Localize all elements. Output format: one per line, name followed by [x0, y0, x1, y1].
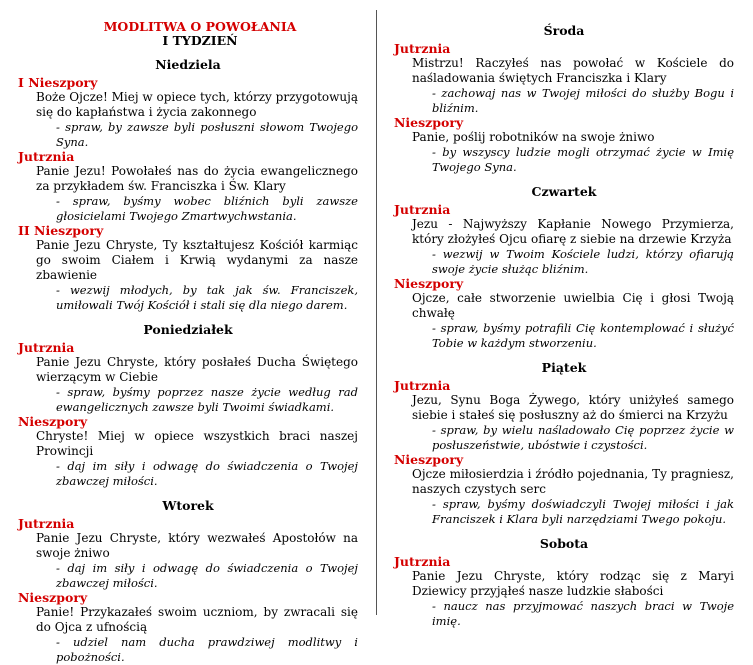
hour-label: Jutrznia [18, 340, 75, 355]
response-text: - udziel nam ducha prawdziwej modlitwy i pobożności. [56, 635, 358, 664]
day-heading-wtorek: Wtorek [162, 498, 214, 513]
document-title: MODLITWA O POWOŁANIA [103, 19, 297, 34]
hour-label: Jutrznia [394, 554, 451, 569]
response-text: - spraw, byśmy poprzez nasze życie według rad ewangelicznych zawsze byli Twoimi świadkami. [56, 385, 358, 414]
hour-label: Nieszpory [394, 452, 464, 467]
hour-label: Jutrznia [18, 149, 75, 164]
hour-label: Nieszpory [394, 115, 464, 130]
invocation-text: Panie Jezu Chryste, Ty kształtujesz Kościół karmiąc go swoim Ciałem i Krwią wydanymi za nasze zbawienie [36, 238, 358, 282]
invocation-text: Jezu - Najwyższy Kapłanie Nowego Przymierza, który złożyłeś Ojcu ofiarę z siebie na drzewie Krzyża [412, 217, 734, 246]
day-heading-sobota: Sobota [539, 536, 589, 551]
document-subtitle: I TYDZIEŃ [162, 33, 238, 48]
invocation-text: Ojcze miłosierdzia i źródło pojednania, Ty pragniesz, naszych czystych serc [412, 467, 734, 496]
response-text: - spraw, by wielu naśladowało Cię poprzez życie w posłuszeństwie, ubóstwie i czystości. [432, 423, 734, 452]
hour-label: Jutrznia [394, 41, 451, 56]
day-heading-poniedzialek: Poniedziałek [143, 322, 233, 337]
invocation-text: Panie Jezu Chryste, który rodząc się z Maryi Dziewicy przyjąłeś nasze ludzkie słabości [412, 569, 734, 598]
hour-label: Jutrznia [18, 516, 75, 531]
invocation-text: Panie! Przykazałeś swoim uczniom, by zwracali się do Ojca z ufnością [36, 605, 358, 634]
day-heading-piatek: Piątek [541, 360, 587, 375]
column-divider [376, 10, 377, 615]
response-text: - zachowaj nas w Twojej miłości do służby Bogu i bliźnim. [432, 86, 734, 115]
invocation-text: Ojcze, całe stworzenie uwielbia Cię i głosi Twoją chwałę [412, 291, 734, 320]
response-text: - spraw, byśmy doświadczyli Twojej miłości i jak Franciszek i Klara byli narzędziami Twego pokoju. [432, 497, 734, 526]
day-heading-sroda: Środa [543, 23, 585, 38]
day-heading-czwartek: Czwartek [531, 184, 597, 199]
response-text: - wezwij w Twoim Kościele ludzi, którzy ofiarują swoje życie służąc bliźnim. [432, 247, 734, 276]
left-column [18, 0, 358, 665]
hour-label: II Nieszpory [18, 223, 104, 238]
right-column [394, 0, 734, 629]
hour-label: Nieszpory [18, 590, 88, 605]
response-text: - spraw, by zawsze byli posłuszni słowom Twojego Syna. [56, 120, 358, 149]
day-heading-niedziela: Niedziela [155, 57, 221, 72]
invocation-text: Jezu, Synu Boga Żywego, który uniżyłeś samego siebie i stałeś się posłuszny aż do śmierci na Krzyżu [412, 393, 734, 422]
hour-label: Nieszpory [394, 276, 464, 291]
invocation-text: Panie Jezu Chryste, który posłałeś Ducha Świętego wierzącym w Ciebie [36, 355, 358, 384]
invocation-text: Panie Jezu Chryste, który wezwałeś Apostołów na swoje żniwo [36, 531, 358, 560]
response-text: - wezwij młodych, by tak jak św. Franciszek, umiłowali Twój Kościół i stali się dla niego darem. [56, 283, 358, 312]
response-text: - naucz nas przyjmować naszych braci w Twoje imię. [432, 599, 734, 628]
invocation-text: Boże Ojcze! Miej w opiece tych, którzy przygotowują się do kapłaństwa i życia zakonnego [36, 90, 358, 119]
hour-label: I Nieszpory [18, 75, 98, 90]
invocation-text: Mistrzu! Raczyłeś nas powołać w Kościele do naśladowania świętych Franciszka i Klary [412, 56, 734, 85]
invocation-text: Chryste! Miej w opiece wszystkich braci naszej Prowincji [36, 429, 358, 458]
invocation-text: Panie Jezu! Powołałeś nas do życia ewangelicznego za przykładem św. Franciszka i Św. Klary [36, 164, 358, 193]
hour-label: Nieszpory [18, 414, 88, 429]
invocation-text: Panie, poślij robotników na swoje żniwo [412, 130, 655, 144]
response-text: - daj im siły i odwagę do świadczenia o Twojej zbawczej miłości. [56, 561, 358, 590]
response-text: - spraw, byśmy potrafili Cię kontemplować i służyć Tobie w każdym stworzeniu. [432, 321, 734, 350]
response-text: - daj im siły i odwagę do świadczenia o Twojej zbawczej miłości. [56, 459, 358, 488]
hour-label: Jutrznia [394, 378, 451, 393]
response-text: - by wszyscy ludzie mogli otrzymać życie w Imię Twojego Syna. [432, 145, 734, 174]
response-text: - spraw, byśmy wobec bliźnich byli zawsze głosicielami Twojego Zmartwychwstania. [56, 194, 358, 223]
hour-label: Jutrznia [394, 202, 451, 217]
